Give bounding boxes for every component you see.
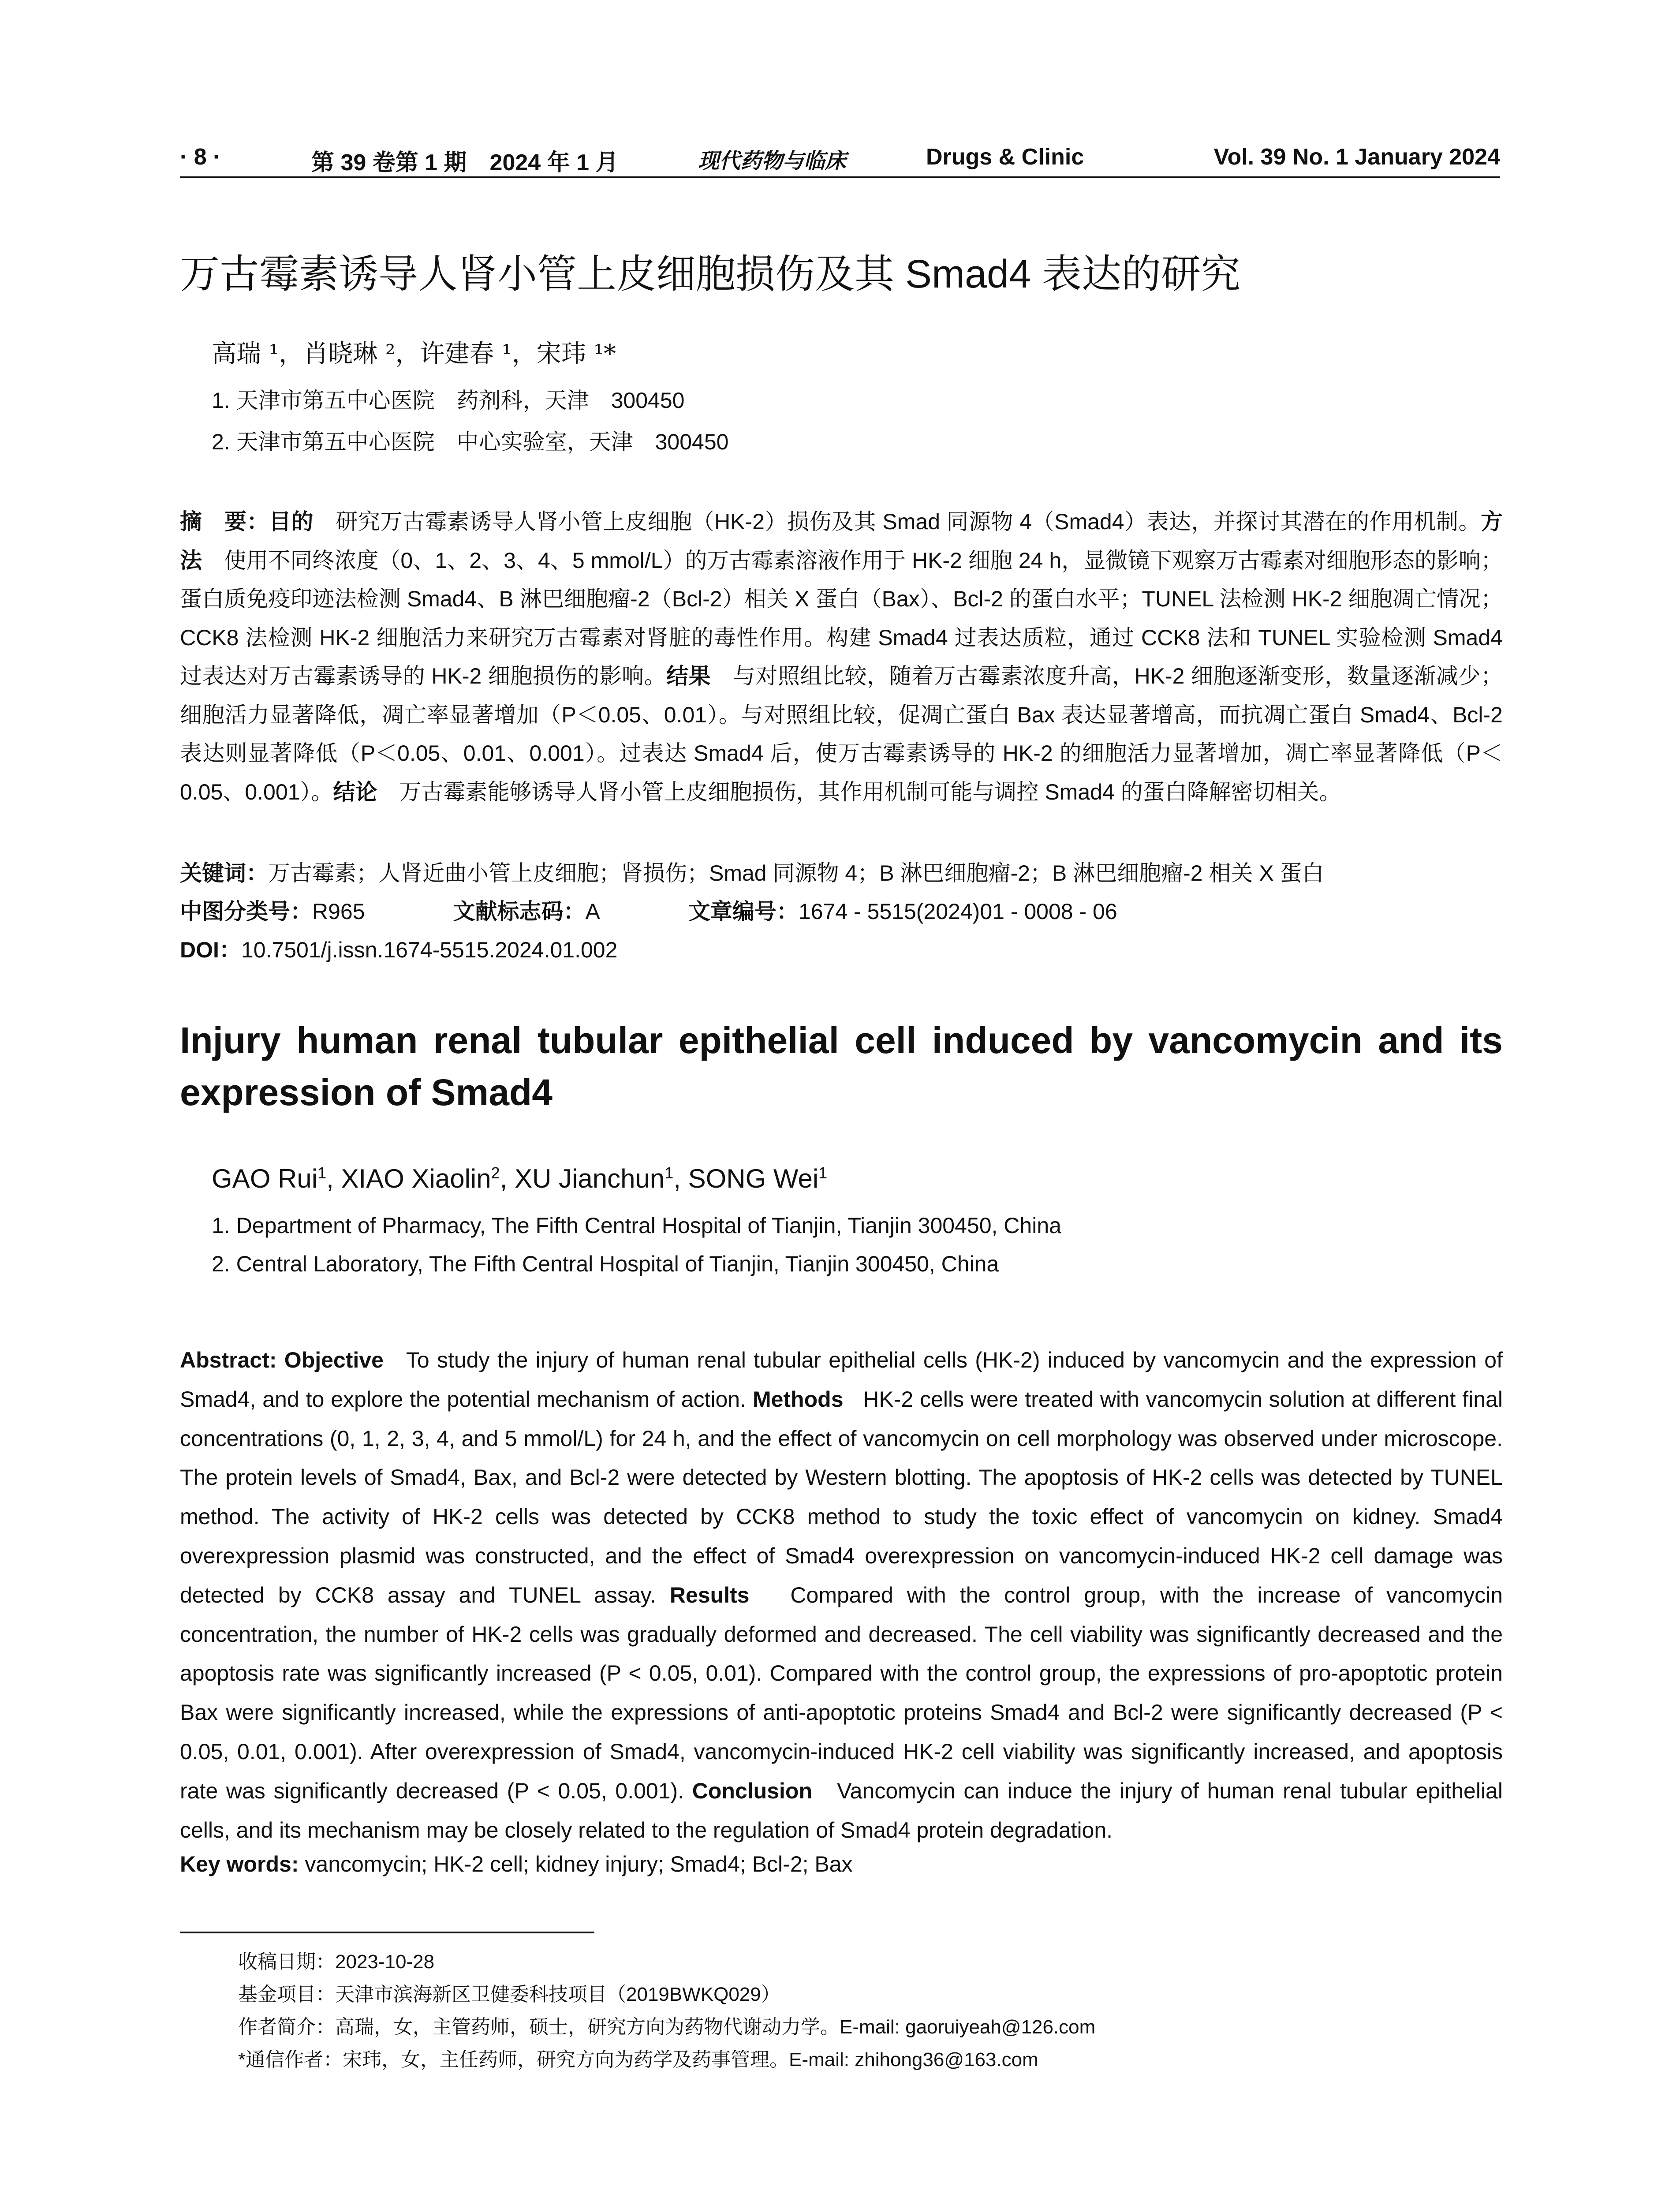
doi-line <box>180 932 617 964</box>
objective-label-cn: 目的 <box>269 509 314 534</box>
conclusion-label-cn: 结论 <box>333 779 377 804</box>
keywords-cn-label: 关键词： <box>180 861 268 886</box>
doi-link[interactable]: 10.7501/j.issn.1674-5515.2024.01.002 <box>241 938 618 962</box>
results-text-cn: 与对照组比较，随着万古霉素浓度升高，HK-2 细胞逐渐变形，数量逐渐减少；细胞活力显著降低，凋亡率显著增加（P＜0.05、0.01）。与对照组比较，促凋亡蛋白 Bax 表达显著增高，而抗凋亡蛋白 Smad4、Bcl-2 表达则显著降低（P＜0.05、0.01、0.001）。过表达 Smad4 后，使万古霉素诱导的 HK-2 的细胞活力显著增加，凋亡率显著降低（P＜0.05、0.001）。 <box>180 664 1503 804</box>
article-title-cn: 万古霉素诱导人肾小管上皮细胞损伤及其 Smad4 表达的研究 <box>180 252 1241 296</box>
author-en-4: SONG Wei <box>688 1164 819 1193</box>
footnote-funding: 基金项目：天津市滨海新区卫健委科技项目（2019BWKQ029） <box>238 1984 780 2005</box>
keywords-cn-text: 万古霉素；人肾近曲小管上皮细胞；肾损伤；Smad 同源物 4；B 淋巴细胞瘤-2；B 淋巴细胞瘤-2 相关 X 蛋白 <box>268 861 1324 886</box>
conclusion-text-en: Vancomycin can induce the injury of human renal tubular epithelial cells, and its mechanism may be closely related to the regulation of Smad4 protein degradation. <box>180 1778 1503 1842</box>
abstract-cn-label: 摘 要： <box>180 509 269 534</box>
footnote-corresponding-author: *通信作者：宋玮，女，主任药师，研究方向为药学及药事管理。E-mail: zhihong36@163.com <box>238 2049 1038 2070</box>
journal-name-en: Drugs & Clinic <box>926 144 1084 170</box>
keywords-en-label: Key words: <box>180 1852 299 1876</box>
affiliation-en-2: 2. Central Laboratory, The Fifth Central Hospital of Tianjin, Tianjin 300450, China <box>212 1252 999 1276</box>
page-number: · 8 · <box>180 144 221 170</box>
clc-label: 中图分类号： <box>180 899 312 924</box>
abstract-en <box>180 1341 1503 1850</box>
author-en-4-sup: 1 <box>818 1164 828 1182</box>
article-no-label: 文章编号： <box>688 899 799 924</box>
objective-text-cn: 研究万古霉素诱导人肾小管上皮细胞（HK-2）损伤及其 Smad 同源物 4（Smad4）表达，并探讨其潜在的作用机制。 <box>336 509 1481 534</box>
methods-label-en: Methods <box>752 1387 844 1412</box>
results-label-en: Results <box>669 1582 750 1607</box>
author-en-2-sup: 2 <box>491 1164 500 1182</box>
classification-line <box>180 894 1117 926</box>
authors-en: GAO Rui$^1$, XIAO Xiaolin$^2$, XU Jianchun$^1$, SONG Wei$^1$ <box>212 1164 828 1193</box>
conclusion-label-en: Conclusion <box>692 1778 812 1803</box>
doc-code-label: 文献标志码： <box>453 899 586 924</box>
results-text-en: Compared with the control group, with the increase of vancomycin concentration, the number of HK-2 cells was gradually deformed and decreased. The cell viability was significantly decreased and the apoptosis rate was significantly increased (P < 0.05, 0.01). Compared with the control group, the expressions of pro-apoptotic protein Bax were significantly increased, while the expressions of anti-apoptotic proteins Smad4 and Bcl-2 were significantly decreased (P < 0.05, 0.01, 0.001). After overexpression of Smad4, vancomycin-induced HK-2 cell viability was significantly increased, and apoptosis rate was significantly decreased (P < 0.05, 0.001). <box>180 1582 1503 1803</box>
methods-text-en: HK-2 cells were treated with vancomycin solution at different final concentrations (0, 1, 2, 3, 4, and 5 mmol/L) for 24 h, and the effect of vancomycin on cell morphology was observed under microscope. The protein levels of Smad4, Bax, and Bcl-2 were detected by Western blotting. The apoptosis of HK-2 cells was detected by TUNEL method. The activity of HK-2 cells was detected by CCK8 method to study the toxic effect of vancomycin on kidney. Smad4 overexpression plasmid was constructed, and the effect of Smad4 overexpression on vancomycin-induced HK-2 cell damage was detected by CCK8 assay and TUNEL assay. <box>180 1387 1503 1607</box>
issue-info-en: Vol. 39 No. 1 January 2024 <box>1213 144 1500 170</box>
methods-text-cn: 使用不同终浓度（0、1、2、3、4、5 mmol/L）的万古霉素溶液作用于 HK-2 细胞 24 h，显微镜下观察万古霉素对细胞形态的影响；蛋白质免疫印迹法检测 Smad4、B 淋巴细胞瘤-2（Bcl-2）相关 X 蛋白（Bax）、Bcl-2 的蛋白水平；TUNEL 法检测 HK-2 细胞凋亡情况；CCK8 法检测 HK-2 细胞活力来研究万古霉素对肾脏的毒性作用。构建 Smad4 过表达质粒，通过 CCK8 法和 TUNEL 实验检测 Smad4 过表达对万古霉素诱导的 HK-2 细胞损伤的影响。 <box>180 548 1503 688</box>
abstract-cn <box>180 503 1503 811</box>
affiliation-cn-1: 1. 天津市第五中心医院 药剂科，天津 300450 <box>212 388 685 413</box>
keywords-en-text: vancomycin; HK-2 cell; kidney injury; Smad4; Bcl-2; Bax <box>305 1852 853 1876</box>
methods-label-cn: 方法 <box>180 509 1503 573</box>
objective-label-en: Objective <box>284 1348 384 1372</box>
objective-text-en: To study the injury of human renal tubular epithelial cells (HK-2) induced by vancomycin and the expression of Smad4, and to explore the potential mechanism of action. <box>180 1348 1503 1412</box>
abstract-en-label: Abstract: <box>180 1348 277 1372</box>
footnote-rule <box>180 1932 594 1933</box>
affiliation-en-1: 1. Department of Pharmacy, The Fifth Central Hospital of Tianjin, Tianjin 300450, China <box>212 1213 1061 1238</box>
doi-label: DOI： <box>180 938 241 962</box>
issue-info-cn: 第 39 卷第 1 期 2024 年 1 月 <box>311 150 619 176</box>
clc-value: R965 <box>312 899 365 924</box>
journal-name-cn: 现代药物与临床 <box>698 149 847 173</box>
author-en-3-sup: 1 <box>665 1164 674 1182</box>
conclusion-text-cn: 万古霉素能够诱导人肾小管上皮细胞损伤，其作用机制可能与调控 Smad4 的蛋白降解密切相关。 <box>399 779 1341 804</box>
running-header <box>180 140 1500 178</box>
author-en-1-sup: 1 <box>317 1164 327 1182</box>
article-title-en: Injury human renal tubular epithelial cell induced by vancomycin and its expression of Smad4 <box>180 1020 1503 1113</box>
authors-cn: 高瑞 ¹，肖晓琳 ²，许建春 ¹，宋玮 ¹* <box>212 340 616 368</box>
author-en-3: XU Jianchun <box>514 1164 665 1193</box>
doc-code-value: A <box>585 899 600 924</box>
article-no-value: 1674 - 5515(2024)01 - 0008 - 06 <box>798 899 1117 924</box>
keywords-cn <box>180 856 1503 887</box>
results-label-cn: 结果 <box>666 664 711 688</box>
author-en-2: XIAO Xiaolin <box>341 1164 491 1193</box>
author-en-1: GAO Rui <box>212 1164 318 1193</box>
footnote-author-bio: 作者简介：高瑞，女，主管药师，硕士，研究方向为药物代谢动力学。E-mail: gaoruiyeah@126.com <box>238 2016 1096 2038</box>
keywords-en <box>180 1851 853 1877</box>
affiliation-cn-2: 2. 天津市第五中心医院 中心实验室，天津 300450 <box>212 430 729 454</box>
footnote-received-date: 收稿日期：2023-10-28 <box>238 1951 435 1973</box>
